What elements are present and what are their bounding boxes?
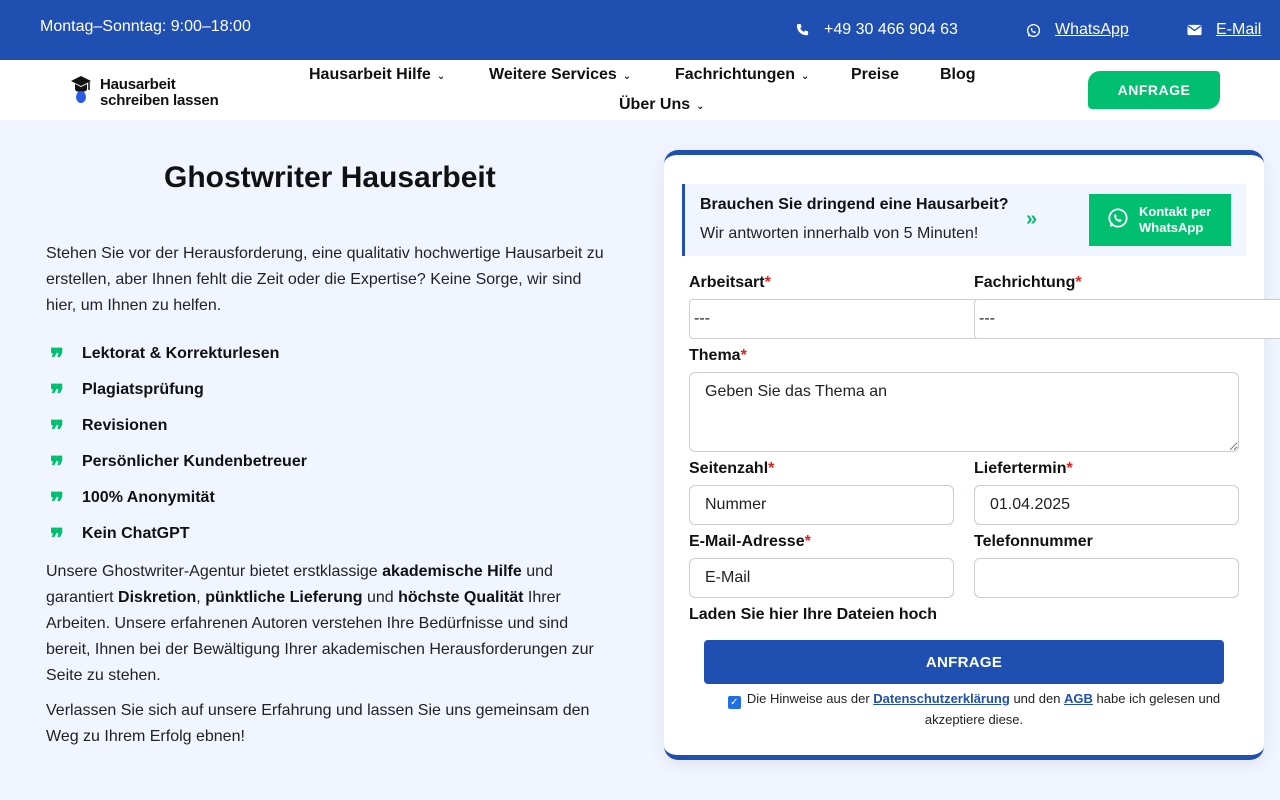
seitenzahl-label — [689, 460, 774, 478]
feature-item — [50, 480, 307, 516]
required-mark: * — [1075, 274, 1082, 291]
opening-hours: Montag–Sonntag: 9:00–18:00 — [40, 18, 251, 35]
telefon-input[interactable] — [974, 558, 1239, 598]
logo-line-2: schreiben lassen — [100, 91, 219, 109]
feature-item — [50, 372, 307, 408]
emphasis: pünktliche Lieferung — [205, 589, 363, 606]
feature-item — [50, 336, 307, 372]
nav-fachrichtungen[interactable] — [675, 66, 809, 84]
double-arrow-icon: » — [1026, 208, 1038, 230]
label-text: Arbeitsart — [689, 274, 765, 291]
consent-checkbox[interactable]: ✓ — [728, 696, 741, 709]
thema-label — [689, 347, 747, 365]
fachrichtung-select[interactable] — [974, 299, 1280, 339]
anfrage-button[interactable]: ANFRAGE — [1088, 71, 1220, 109]
urgent-title: Brauchen Sie dringend eine Hausarbeit? — [700, 196, 1009, 213]
feature-label: Kein ChatGPT — [82, 525, 190, 542]
feature-item — [50, 408, 307, 444]
nav-label: Hausarbeit Hilfe — [309, 66, 431, 83]
terms-link[interactable]: AGB — [1064, 691, 1093, 706]
quote-icon: ❞ — [50, 344, 64, 374]
graduation-cap-icon — [70, 75, 92, 110]
chevron-down-icon: ⌄ — [696, 100, 705, 112]
envelope-icon — [1187, 24, 1202, 36]
text: Die Hinweise aus der — [746, 691, 874, 706]
required-mark: * — [1066, 460, 1073, 477]
phone-number: +49 30 466 904 63 — [824, 21, 958, 38]
file-upload-label[interactable]: Laden Sie hier Ihre Dateien hoch — [689, 606, 938, 623]
whatsapp-btn-line-2: WhatsApp — [1139, 220, 1204, 235]
submit-button[interactable]: ANFRAGE — [704, 640, 1224, 684]
select-value: --- — [979, 310, 995, 327]
closing-paragraph: Verlassen Sie sich auf unsere Erfahrung und lassen Sie uns gemeinsam den Weg zu Ihrem Erfolg ebnen! — [46, 702, 590, 745]
nav-label: Preise — [851, 66, 900, 83]
feature-label: Plagiatsprüfung — [82, 381, 204, 398]
top-bar — [0, 0, 1280, 60]
nav-blog[interactable] — [940, 66, 976, 84]
liefertermin-label — [974, 460, 1073, 478]
agency-paragraph — [46, 559, 616, 689]
intro-paragraph: Stehen Sie vor der Herausforderung, eine qualitativ hochwertige Hausarbeit zu erstellen, aber Ihnen fehlt die Zeit oder die Expertise? Keine Sorge, wir sind hier, um Ihnen zu helfen. — [46, 245, 604, 314]
quote-icon: ❞ — [50, 488, 64, 518]
arbeitsart-select[interactable] — [689, 299, 979, 339]
feature-label: Persönlicher Kundenbetreuer — [82, 453, 307, 470]
label-text: Liefertermin — [974, 460, 1067, 477]
feature-item — [50, 516, 307, 552]
label-text: Fachrichtung — [974, 274, 1076, 291]
text: und den — [1009, 691, 1065, 706]
arbeitsart-label — [689, 274, 771, 292]
fachrichtung-label — [974, 274, 1082, 292]
feature-item — [50, 444, 307, 480]
urgent-subtitle: Wir antworten innerhalb von 5 Minuten! — [700, 225, 979, 242]
text: , — [196, 589, 206, 606]
logo-line-1: Hausarbeit — [100, 75, 176, 93]
seitenzahl-input[interactable] — [689, 485, 954, 525]
nav-weitere-services[interactable] — [489, 66, 631, 84]
nav-hausarbeit-hilfe[interactable] — [309, 66, 445, 84]
select-value: --- — [694, 310, 710, 327]
quote-icon: ❞ — [50, 380, 64, 410]
whatsapp-contact-button[interactable] — [1089, 194, 1231, 246]
email-label — [689, 533, 811, 551]
thema-textarea[interactable] — [689, 372, 1239, 452]
email-link[interactable] — [1187, 21, 1261, 39]
required-mark: * — [740, 347, 747, 364]
feature-label: Revisionen — [82, 417, 168, 434]
label-text: Thema — [689, 347, 741, 364]
whatsapp-btn-line-1: Kontakt per — [1139, 204, 1212, 219]
liefertermin-input[interactable] — [974, 485, 1239, 525]
required-mark: * — [764, 274, 771, 291]
nav-ueber-uns[interactable] — [619, 96, 705, 114]
feature-list — [50, 336, 307, 552]
nav-label: Über Uns — [619, 96, 691, 113]
text: Unsere Ghostwriter-Agentur bietet erstklassige — [46, 563, 383, 580]
phone-link[interactable] — [795, 21, 958, 39]
emphasis: Diskretion — [118, 589, 197, 606]
whatsapp-icon — [1026, 23, 1041, 38]
text: habe ich gelesen und akzeptiere diese. — [924, 691, 1221, 727]
phone-icon — [795, 23, 810, 38]
site-logo[interactable] — [70, 75, 219, 110]
email-link-text[interactable]: E-Mail — [1216, 21, 1262, 38]
chevron-down-icon: ⌄ — [436, 70, 446, 82]
text: und garantiert — [46, 563, 553, 606]
nav-preise[interactable] — [851, 66, 899, 84]
quote-icon: ❞ — [50, 416, 64, 446]
text: und — [362, 589, 399, 606]
emphasis: höchste Qualität — [398, 589, 524, 606]
text: Ihrer Arbeiten. Unsere erfahrenen Autoren verstehen Ihre Bedürfnisse und sind bereit, Ihnen bei der Bewältigung Ihrer akademischen Herausforderungen zur Seite zu stehen. — [46, 589, 594, 684]
emphasis: akademische Hilfe — [382, 563, 522, 580]
telefon-label — [974, 533, 1093, 551]
label-text: E-Mail-Adresse — [689, 533, 805, 550]
nav-label: Weitere Services — [489, 66, 617, 83]
nav-label: Blog — [940, 66, 976, 83]
feature-label: 100% Anonymität — [82, 489, 215, 506]
required-mark: * — [804, 533, 811, 550]
whatsapp-link[interactable] — [1026, 21, 1129, 39]
nav-label: Fachrichtungen — [675, 66, 796, 83]
whatsapp-icon — [1107, 207, 1129, 233]
chevron-down-icon: ⌄ — [801, 70, 810, 82]
label-text: Seitenzahl — [689, 460, 769, 477]
email-input[interactable] — [689, 558, 954, 598]
feature-label: Lektorat & Korrekturlesen — [82, 345, 280, 362]
page-title: Ghostwriter Hausarbeit — [164, 161, 496, 194]
chevron-down-icon: ⌄ — [622, 70, 632, 82]
quote-icon: ❞ — [50, 452, 64, 482]
quote-icon: ❞ — [50, 524, 64, 554]
privacy-policy-link[interactable]: Datenschutzerklärung — [873, 691, 1010, 706]
label-text: Telefonnummer — [974, 533, 1093, 550]
consent-text — [724, 688, 1224, 730]
whatsapp-link-text[interactable]: WhatsApp — [1055, 21, 1129, 38]
required-mark: * — [768, 460, 775, 477]
